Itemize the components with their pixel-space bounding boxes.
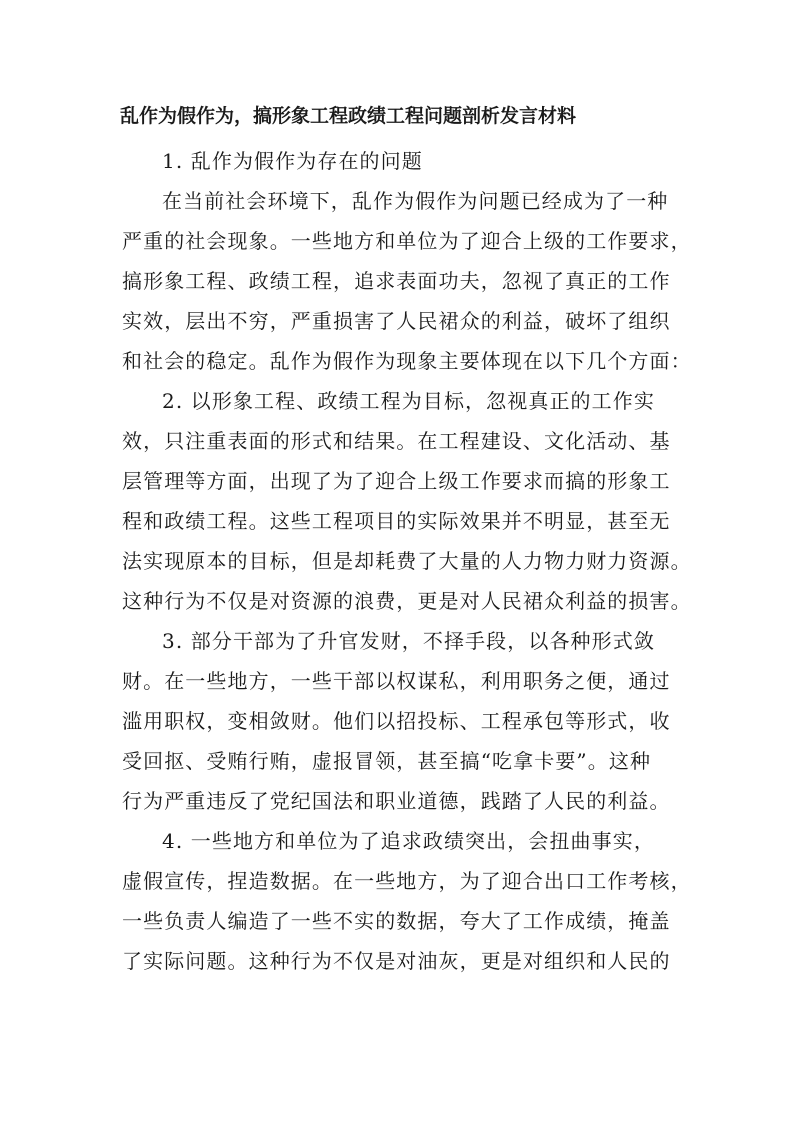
body-line: 这种行为不仅是对资源的浪费，更是对人民裙众利益的损害。: [122, 589, 692, 613]
body-line: 层管理等方面，出现了为了迎合上级工作要求而搞的形象工: [122, 469, 671, 493]
body-line: 效，只注重表面的形式和结果。在工程建设、文化活动、基: [122, 429, 671, 453]
body-line: 实效，层出不穷，严重损害了人民裙众的利益，破坏了组织: [122, 309, 671, 333]
body-line: 法实现原本的目标，但是却耗费了大量的人力物力财力资源。: [122, 549, 692, 573]
body-line: 行为严重违反了党纪国法和职业道德，践踏了人民的利益。: [122, 789, 671, 813]
heading-1: 1. 乱作为假作为存在的问题: [162, 149, 423, 173]
body-line: 4. 一些地方和单位为了追求政绩突出，会扭曲事实，: [162, 829, 655, 853]
body-line: 3. 部分干部为了升官发财，不择手段，以各种形式敛: [162, 629, 655, 653]
body-line: 滥用职权，变相敛财。他们以招投标、工程承包等形式，收: [122, 709, 671, 733]
body-line: 受回抠、受贿行贿，虚报冒领，甚至搞“吃拿卡要”。这种: [122, 749, 652, 773]
body-line: 在当前社会环境下，乱作为假作为问题已经成为了一种: [162, 189, 669, 213]
document-title: 乱作为假作为，搞形象工程政绩工程问题剖析发言材料: [120, 105, 577, 127]
body-line: 财。在一些地方，一些干部以权谋私，利用职务之便，通过: [122, 669, 671, 693]
body-line: 严重的社会现象。一些地方和单位为了迎合上级的工作要求，: [122, 229, 692, 253]
body-line: 和社会的稳定。乱作为假作为现象主要体现在以下几个方面：: [122, 349, 692, 373]
body-line: 程和政绩工程。这些工程项目的实际效果并不明显，甚至无: [122, 509, 671, 533]
body-line: 了实际问题。这种行为不仅是对油灰，更是对组织和人民的: [122, 949, 671, 973]
body-line: 搞形象工程、政绩工程，追求表面功夫，忽视了真正的工作: [122, 269, 671, 293]
body-line: 一些负责人编造了一些不实的数据，夸大了工作成绩，掩盖: [122, 909, 671, 933]
body-line: 2. 以形象工程、政绩工程为目标，忽视真正的工作实: [162, 389, 655, 413]
body-line: 虚假宣传，捏造数据。在一些地方，为了迎合出口工作考核，: [122, 869, 692, 893]
